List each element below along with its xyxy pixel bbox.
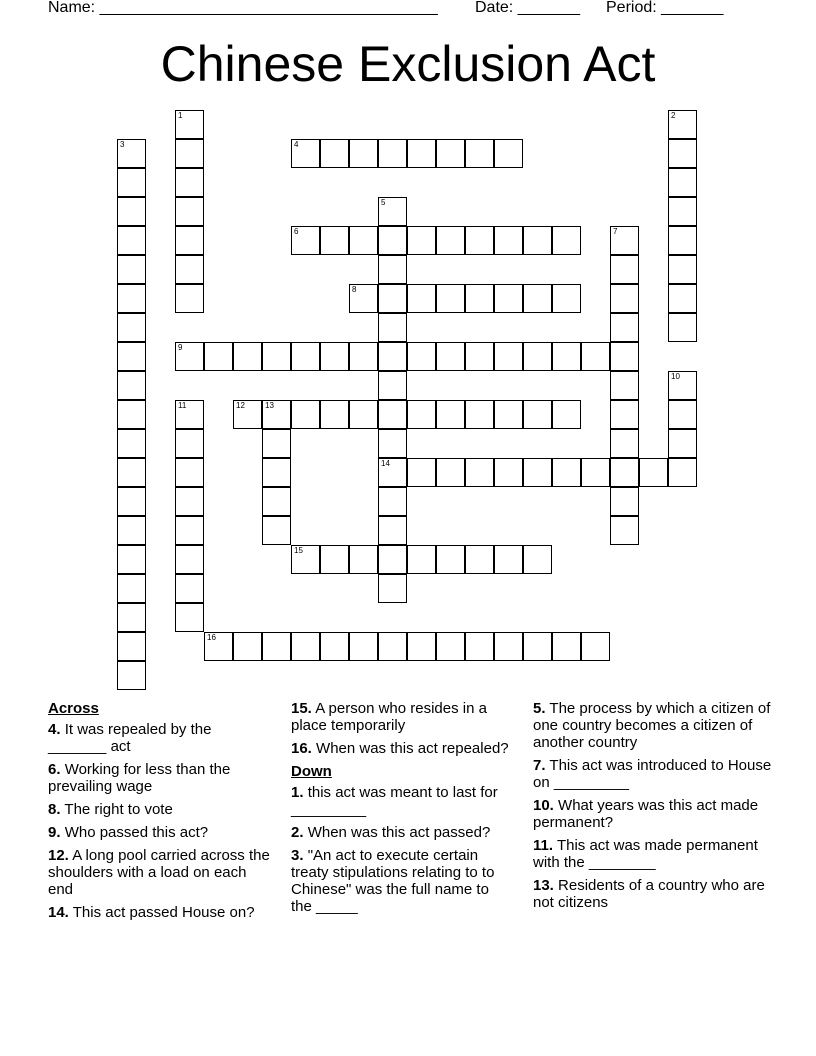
- crossword-cell[interactable]: [291, 342, 320, 371]
- crossword-cell[interactable]: [436, 632, 465, 661]
- crossword-cell[interactable]: [175, 545, 204, 574]
- crossword-cell[interactable]: [117, 371, 146, 400]
- crossword-cell[interactable]: [465, 342, 494, 371]
- crossword-cell[interactable]: [581, 342, 610, 371]
- crossword-cell[interactable]: [262, 632, 291, 661]
- crossword-cell[interactable]: [407, 284, 436, 313]
- crossword-cell[interactable]: [291, 226, 320, 255]
- crossword-cell[interactable]: [117, 574, 146, 603]
- clue-number: 12: [236, 401, 245, 410]
- clue-down-3: 3. "An act to execute certain treaty stipulations relating to to Chinese" was the full name to the _____: [291, 847, 495, 915]
- clue-number: 9: [178, 343, 183, 352]
- crossword-cell[interactable]: [117, 632, 146, 661]
- crossword-cell[interactable]: [175, 400, 204, 429]
- crossword-cell[interactable]: [494, 139, 523, 168]
- crossword-cell[interactable]: [407, 342, 436, 371]
- clue-down-1: 1. this act was meant to last for _________: [291, 784, 498, 818]
- crossword-cell[interactable]: [436, 342, 465, 371]
- crossword-cell[interactable]: [378, 313, 407, 342]
- clue-number: 10: [671, 372, 680, 381]
- crossword-cell[interactable]: [610, 226, 639, 255]
- crossword-cell[interactable]: [378, 226, 407, 255]
- crossword-cell[interactable]: [320, 226, 349, 255]
- crossword-cell[interactable]: [668, 429, 697, 458]
- crossword-cell[interactable]: [668, 197, 697, 226]
- crossword-cell[interactable]: [262, 458, 291, 487]
- crossword-cell[interactable]: [175, 342, 204, 371]
- crossword-cell[interactable]: [175, 168, 204, 197]
- period-field[interactable]: Period: _______: [606, 0, 724, 16]
- clue-across-15: 15. A person who resides in a place temporarily: [291, 700, 487, 734]
- name-field[interactable]: Name: ______________________________________: [48, 0, 438, 16]
- crossword-cell[interactable]: [552, 342, 581, 371]
- clue-number: 4: [294, 140, 299, 149]
- crossword-cell[interactable]: [610, 371, 639, 400]
- crossword-cell[interactable]: [204, 342, 233, 371]
- crossword-cell[interactable]: [233, 342, 262, 371]
- page-title: Chinese Exclusion Act: [160, 36, 656, 92]
- clue-across-6: 6. Working for less than the prevailing wage: [48, 761, 231, 795]
- clue-across-8: 8. The right to vote: [48, 801, 173, 818]
- crossword-cell[interactable]: [610, 400, 639, 429]
- crossword-cell[interactable]: [117, 400, 146, 429]
- across-heading: Across: [48, 700, 99, 717]
- crossword-cell[interactable]: [494, 545, 523, 574]
- crossword-cell[interactable]: [668, 284, 697, 313]
- crossword-cell[interactable]: [378, 255, 407, 284]
- crossword-cell[interactable]: [610, 284, 639, 313]
- crossword-cell[interactable]: [552, 400, 581, 429]
- crossword-cell[interactable]: [668, 110, 697, 139]
- crossword-cell[interactable]: [436, 545, 465, 574]
- clue-column-1: [48, 700, 273, 927]
- crossword-cell[interactable]: [117, 197, 146, 226]
- crossword-cell[interactable]: [378, 545, 407, 574]
- crossword-cell[interactable]: [320, 632, 349, 661]
- crossword-cell[interactable]: [291, 632, 320, 661]
- crossword-cell[interactable]: [436, 139, 465, 168]
- crossword-cell[interactable]: [407, 632, 436, 661]
- crossword-cell[interactable]: [378, 400, 407, 429]
- crossword-cell[interactable]: [262, 429, 291, 458]
- crossword-cell[interactable]: [378, 429, 407, 458]
- clue-down-13: 13. Residents of a country who are not citizens: [533, 877, 765, 911]
- crossword-cell[interactable]: [494, 226, 523, 255]
- clue-column-3: [533, 700, 773, 917]
- crossword-cell[interactable]: [262, 487, 291, 516]
- crossword-cell[interactable]: [523, 545, 552, 574]
- crossword-cell[interactable]: [378, 139, 407, 168]
- crossword-cell[interactable]: [349, 400, 378, 429]
- crossword-cell[interactable]: [175, 458, 204, 487]
- crossword-cell[interactable]: [494, 632, 523, 661]
- crossword-cell[interactable]: [581, 458, 610, 487]
- crossword-cell[interactable]: [262, 342, 291, 371]
- clue-number: 7: [613, 227, 618, 236]
- clue-number: 2: [671, 111, 676, 120]
- crossword-cell[interactable]: [378, 516, 407, 545]
- crossword-cell[interactable]: [175, 429, 204, 458]
- crossword-cell[interactable]: [378, 371, 407, 400]
- crossword-cell[interactable]: [320, 139, 349, 168]
- crossword-cell[interactable]: [494, 400, 523, 429]
- crossword-cell[interactable]: [117, 429, 146, 458]
- crossword-cell[interactable]: [407, 400, 436, 429]
- crossword-cell[interactable]: [436, 458, 465, 487]
- crossword-cell[interactable]: [175, 255, 204, 284]
- crossword-cell[interactable]: [175, 226, 204, 255]
- clue-across-16: 16. When was this act repealed?: [291, 740, 509, 757]
- crossword-cell[interactable]: [668, 168, 697, 197]
- crossword-cell[interactable]: [668, 400, 697, 429]
- crossword-cell[interactable]: [610, 487, 639, 516]
- crossword-cell[interactable]: [552, 632, 581, 661]
- crossword-cell[interactable]: [175, 139, 204, 168]
- crossword-cell[interactable]: [175, 284, 204, 313]
- crossword-cell[interactable]: [581, 632, 610, 661]
- clue-number: 1: [178, 111, 183, 120]
- crossword-cell[interactable]: [175, 487, 204, 516]
- crossword-cell[interactable]: [378, 574, 407, 603]
- clue-down-7: 7. This act was introduced to House on _________: [533, 757, 772, 791]
- crossword-cell[interactable]: [465, 400, 494, 429]
- crossword-cell[interactable]: [668, 458, 697, 487]
- crossword-cell[interactable]: [291, 545, 320, 574]
- crossword-cell[interactable]: [175, 603, 204, 632]
- crossword-cell[interactable]: [349, 632, 378, 661]
- crossword-cell[interactable]: [465, 632, 494, 661]
- clue-number: 5: [381, 198, 386, 207]
- crossword-cell[interactable]: [465, 458, 494, 487]
- crossword-cell[interactable]: [523, 284, 552, 313]
- clue-number: 15: [294, 546, 303, 555]
- crossword-cell[interactable]: [465, 226, 494, 255]
- crossword-cell[interactable]: [494, 458, 523, 487]
- crossword-cell[interactable]: [233, 632, 262, 661]
- crossword-cell[interactable]: [117, 255, 146, 284]
- crossword-cell[interactable]: [465, 284, 494, 313]
- crossword-cell[interactable]: [465, 139, 494, 168]
- clue-down-10: 10. What years was this act made permanent?: [533, 797, 759, 831]
- crossword-cell[interactable]: [175, 574, 204, 603]
- crossword-cell[interactable]: [668, 226, 697, 255]
- crossword-cell[interactable]: [523, 458, 552, 487]
- crossword-cell[interactable]: [175, 110, 204, 139]
- crossword-cell[interactable]: [436, 226, 465, 255]
- crossword-cell[interactable]: [117, 284, 146, 313]
- crossword-cell[interactable]: [610, 313, 639, 342]
- crossword-cell[interactable]: [320, 400, 349, 429]
- crossword-cell[interactable]: [552, 284, 581, 313]
- clue-down-2: 2. When was this act passed?: [291, 824, 491, 841]
- clue-across-14: 14. This act passed House on?: [48, 904, 255, 921]
- clue-down-5: 5. The process by which a citizen of one country becomes a citizen of another country: [533, 700, 771, 751]
- date-field[interactable]: Date: _______: [475, 0, 580, 16]
- clue-number: 8: [352, 285, 357, 294]
- crossword-cell[interactable]: [175, 197, 204, 226]
- clue-number: 3: [120, 140, 125, 149]
- crossword-cell[interactable]: [610, 255, 639, 284]
- clue-across-9: 9. Who passed this act?: [48, 824, 209, 841]
- crossword-cell[interactable]: [117, 487, 146, 516]
- crossword-cell[interactable]: [320, 342, 349, 371]
- crossword-cell[interactable]: [610, 458, 639, 487]
- crossword-cell[interactable]: [668, 139, 697, 168]
- clue-across-4: 4. It was repealed by the _______ act: [48, 721, 212, 755]
- crossword-cell[interactable]: [378, 197, 407, 226]
- crossword-cell[interactable]: [117, 139, 146, 168]
- crossword-cell[interactable]: [610, 429, 639, 458]
- crossword-cell[interactable]: [378, 284, 407, 313]
- crossword-cell[interactable]: [610, 516, 639, 545]
- crossword-cell[interactable]: [117, 661, 146, 690]
- crossword-cell[interactable]: [523, 226, 552, 255]
- crossword-cell[interactable]: [349, 342, 378, 371]
- crossword-cell[interactable]: [233, 400, 262, 429]
- crossword-cell[interactable]: [117, 313, 146, 342]
- crossword-cell[interactable]: [407, 139, 436, 168]
- crossword-cell[interactable]: [204, 632, 233, 661]
- clue-number: 14: [381, 459, 390, 468]
- crossword-cell[interactable]: [378, 342, 407, 371]
- clue-across-12: 12. A long pool carried across the shoulders with a load on each end: [48, 847, 270, 898]
- crossword-cell[interactable]: [552, 226, 581, 255]
- crossword-cell[interactable]: [117, 545, 146, 574]
- crossword-cell[interactable]: [349, 545, 378, 574]
- clue-down-11: 11. This act was made permanent with the ________: [533, 837, 758, 871]
- crossword-cell[interactable]: [378, 458, 407, 487]
- crossword-cell[interactable]: [378, 487, 407, 516]
- crossword-cell[interactable]: [175, 516, 204, 545]
- crossword-cell[interactable]: [610, 342, 639, 371]
- clue-number: 16: [207, 633, 216, 642]
- crossword-cell[interactable]: [407, 458, 436, 487]
- crossword-cell[interactable]: [117, 458, 146, 487]
- crossword-cell[interactable]: [668, 371, 697, 400]
- crossword-cell[interactable]: [262, 516, 291, 545]
- crossword-cell[interactable]: [407, 226, 436, 255]
- crossword-cell[interactable]: [349, 284, 378, 313]
- crossword-cell[interactable]: [668, 255, 697, 284]
- crossword-cell[interactable]: [668, 313, 697, 342]
- crossword-cell[interactable]: [117, 342, 146, 371]
- crossword-cell[interactable]: [436, 400, 465, 429]
- crossword-cell[interactable]: [117, 226, 146, 255]
- crossword-cell[interactable]: [639, 458, 668, 487]
- crossword-cell[interactable]: [291, 139, 320, 168]
- crossword-cell[interactable]: [407, 545, 436, 574]
- crossword-cell[interactable]: [349, 226, 378, 255]
- crossword-cell[interactable]: [523, 400, 552, 429]
- crossword-cell[interactable]: [378, 632, 407, 661]
- crossword-cell[interactable]: [349, 139, 378, 168]
- clue-number: 13: [265, 401, 274, 410]
- crossword-cell[interactable]: [291, 400, 320, 429]
- crossword-cell[interactable]: [117, 603, 146, 632]
- crossword-cell[interactable]: [523, 632, 552, 661]
- crossword-cell[interactable]: [262, 400, 291, 429]
- clue-number: 6: [294, 227, 299, 236]
- clue-number: 11: [178, 401, 187, 410]
- crossword-cell[interactable]: [494, 342, 523, 371]
- down-heading: Down: [291, 763, 332, 780]
- crossword-cell[interactable]: [494, 284, 523, 313]
- crossword-cell[interactable]: [465, 545, 494, 574]
- clue-column-2: [291, 700, 511, 921]
- crossword-cell[interactable]: [117, 516, 146, 545]
- crossword-cell[interactable]: [436, 284, 465, 313]
- crossword-cell[interactable]: [523, 342, 552, 371]
- crossword-cell[interactable]: [552, 458, 581, 487]
- crossword-cell[interactable]: [320, 545, 349, 574]
- crossword-cell[interactable]: [117, 168, 146, 197]
